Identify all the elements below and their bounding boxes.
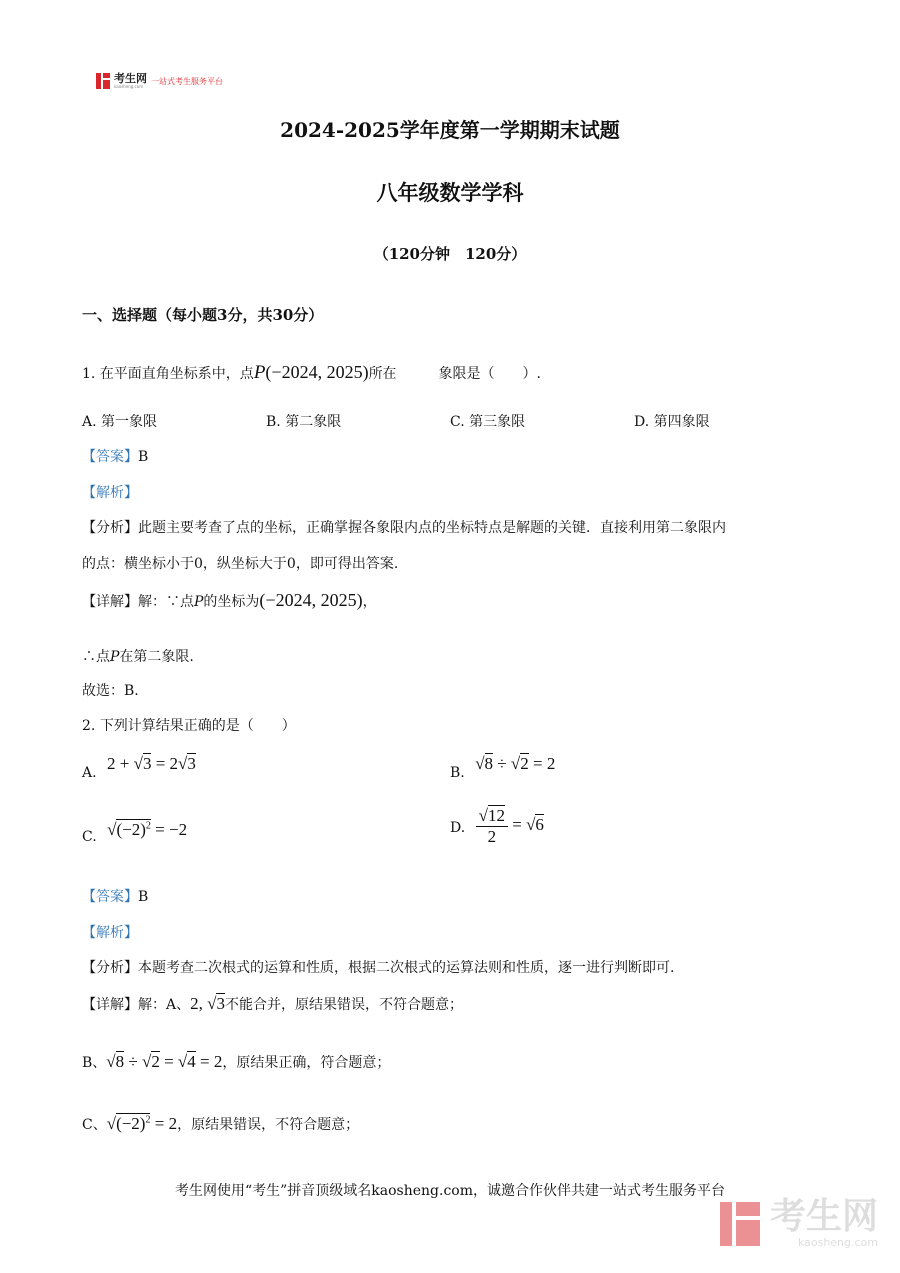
q1-fenxi-line2: 的点：横坐标小于0，纵坐标大于0，即可得出答案. [82,556,399,572]
q2-detail-a: 【详解】解：A、2, √3不能合并，原结果错误，不符合题意； [82,994,463,1013]
q2-detail-c: C、$√(-2)^2 = 2$，原结果错误，不符合题意； [82,1114,360,1133]
q2-option-c: C. $√(-2)^2 = -2$ [82,820,188,845]
q2-option-a: A. 2 + √3 = 2√3 [82,754,196,781]
q1-option-c: C. 第三象限 [450,414,526,430]
q1-conclusion: ∴点P在第二象限. [82,649,194,665]
q1-option-a: A. 第一象限 [82,414,158,430]
exam-title: 2024-2025学年度第一学期期末试题 [280,118,620,142]
logo-slogan: 一站式考生服务平台 [151,76,223,86]
q1-analysis-tag: 【解析】 [82,485,138,501]
q2-option-d: D. $\frac{√12}{2}$ = √6 [450,806,544,846]
logo-text: 考生网 [114,71,147,85]
q1-fenxi-line1: 【分析】此题主要考查了点的坐标，正确掌握各象限内点的坐标特点是解题的关键．直接利用第二象限内 [82,520,726,536]
logo-domain: kaosheng.com [114,83,144,89]
q2-answer: 【答案】B [82,889,149,905]
exam-time-score: （120分钟 120分） [373,245,527,263]
section-title: 一、选择题（每小题3分，共30分） [82,306,324,324]
q2-analysis-tag: 【解析】 [82,925,138,941]
q1-option-b: B. 第二象限 [266,414,342,430]
q2-option-b: B. √8 ÷ √2 = 2 [450,754,556,781]
logo-mark-icon [96,73,110,89]
header-logo [96,73,223,89]
watermark [718,1198,878,1249]
watermark-domain: kaosheng.com [797,1236,878,1249]
footer-text: 考生网使用“考生”拼音顶级域名kaosheng.com，诚邀合作伙伴共建一站式考生服务平台 [174,1183,726,1199]
q1-stem: 1. 在平面直角坐标系中，点P(−2024, 2025)所在 象限是（ ）. [82,362,542,383]
q1-detail: 【详解】解：∵点P的坐标为(−2024, 2025)， [82,590,377,610]
watermark-logo-icon [718,1200,762,1248]
q1-point-label: P [253,362,266,383]
q1-choose: 故选：B. [82,683,139,699]
q1-option-d: D. 第四象限 [634,414,710,430]
exam-subject: 八年级数学学科 [376,180,524,205]
q2-detail-b: B、√8 ÷ √2 = √4 = 2，原结果正确，符合题意； [82,1052,391,1071]
q2-stem: 2. 下列计算结果正确的是（ ） [82,718,296,734]
q2-fenxi: 【分析】本题考查二次根式的运算和性质，根据二次根式的运算法则和性质，逐一进行判断即可. [82,960,675,976]
q1-answer: 【答案】B [82,449,149,465]
watermark-text: 考生网 [769,1196,878,1237]
q1-point-coords: (−2024, 2025) [265,362,369,382]
